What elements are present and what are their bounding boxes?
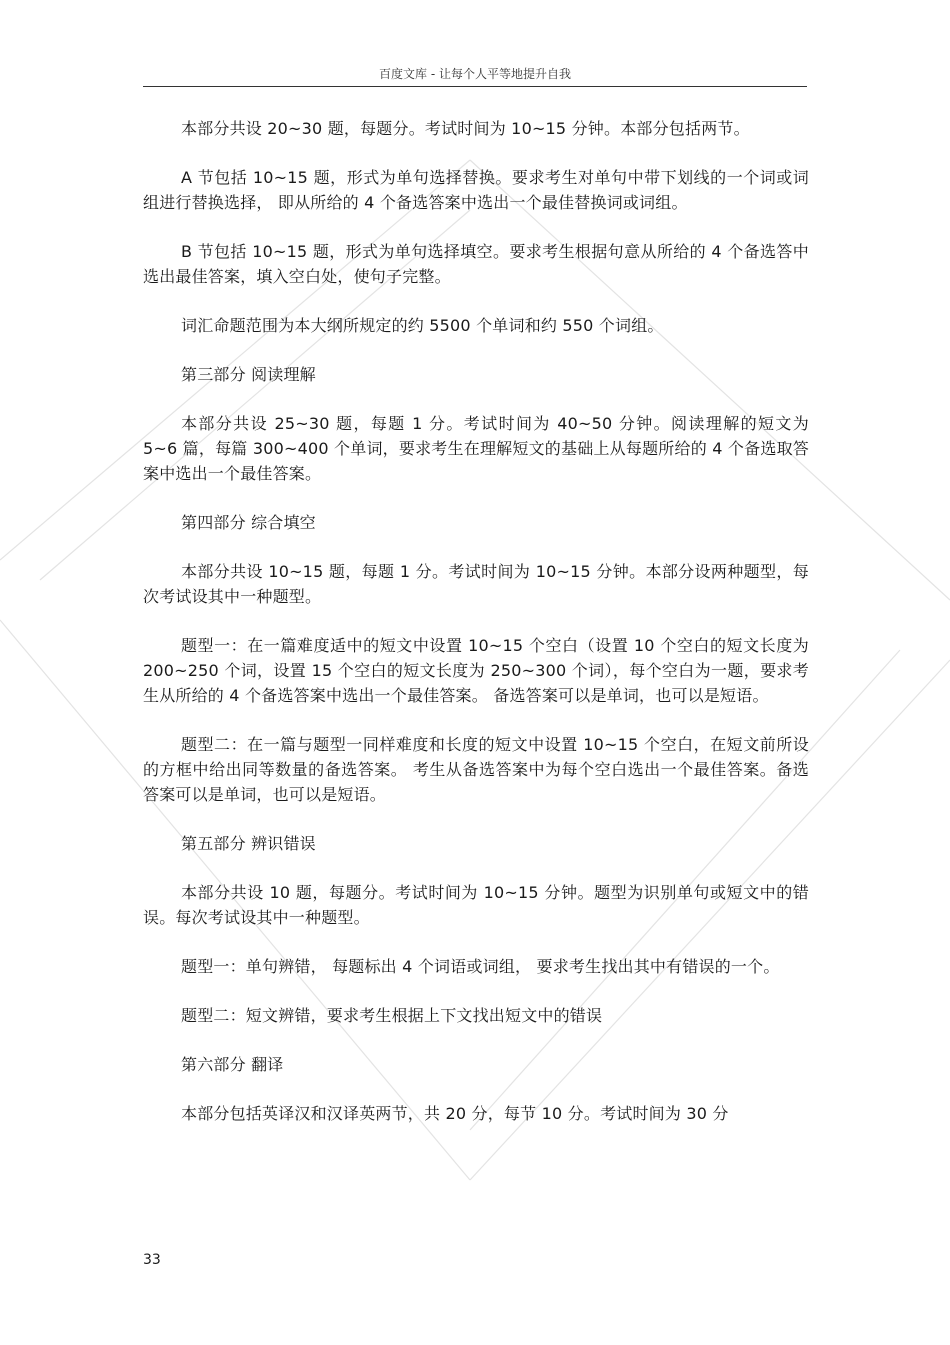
paragraph: 本部分共设 20~30 题，每题分。考试时间为 10~15 分钟。本部分包括两节。 xyxy=(181,119,750,138)
paragraph: 题型二：在一篇与题型一同样难度和长度的短文中设置 10~15 个空白，在短文前所设的方框中给出同等数量的备选答案。 考生从备选答案中为每个空白选出一个最佳答案。备选答案可以是单词，也可以是短语。 xyxy=(143,735,809,804)
paragraph: 本部分包括英译汉和汉译英两节，共 20 分，每节 10 分。考试时间为 30 分 xyxy=(181,1104,729,1123)
paragraph: 本部分共设 10~15 题，每题 1 分。考试时间为 10~15 分钟。本部分设两种题型，每次考试设其中一种题型。 xyxy=(143,562,809,606)
paragraph: 词汇命题范围为本大纲所规定的约 5500 个单词和约 550 个词组。 xyxy=(181,316,664,335)
paragraph: B 节包括 10~15 题，形式为单句选择填空。要求考生根据句意从所给的 4 个备选答中选出最佳答案，填入空白处，使句子完整。 xyxy=(143,242,809,286)
section-heading: 第四部分 综合填空 xyxy=(181,513,316,532)
paragraph: 本部分共设 25~30 题，每题 1 分。考试时间为 40~50 分钟。阅读理解的短文为 5~6 篇，每篇 300~400 个单词，要求考生在理解短文的基础上从每题所给的 4 个备选取答案中选出一个最佳答案。 xyxy=(143,414,809,483)
paragraph: 本部分共设 10 题，每题分。考试时间为 10~15 分钟。题型为识别单句或短文中的错误。每次考试设其中一种题型。 xyxy=(143,883,809,927)
section-heading: 第五部分 辨识错误 xyxy=(181,834,316,853)
paragraph: 题型一：在一篇难度适中的短文中设置 10~15 个空白（设置 10 个空白的短文长度为 200~250 个词，设置 15 个空白的短文长度为 250~300 个词），每个空白为一题，要求考生从所给的 4 个备选答案中选出一个最佳答案。 备选答案可以是单词，也可以是短语。 xyxy=(143,636,809,705)
section-heading: 第三部分 阅读理解 xyxy=(181,365,316,384)
page-number: 33 xyxy=(143,1252,161,1268)
paragraph: 题型一：单句辨错， 每题标出 4 个词语或词组， 要求考生找出其中有错误的一个。 xyxy=(181,957,780,976)
document-body xyxy=(143,116,809,1150)
header-text: 百度文库 - 让每个人平等地提升自我 xyxy=(379,67,571,81)
page-header xyxy=(143,62,807,87)
paragraph: 题型二：短文辨错，要求考生根据上下文找出短文中的错误 xyxy=(181,1006,603,1025)
paragraph: A 节包括 10~15 题，形式为单句选择替换。要求考生对单句中带下划线的一个词或词组进行替换选择， 即从所给的 4 个备选答案中选出一个最佳替换词或词组。 xyxy=(143,168,809,212)
section-heading: 第六部分 翻译 xyxy=(181,1055,284,1074)
